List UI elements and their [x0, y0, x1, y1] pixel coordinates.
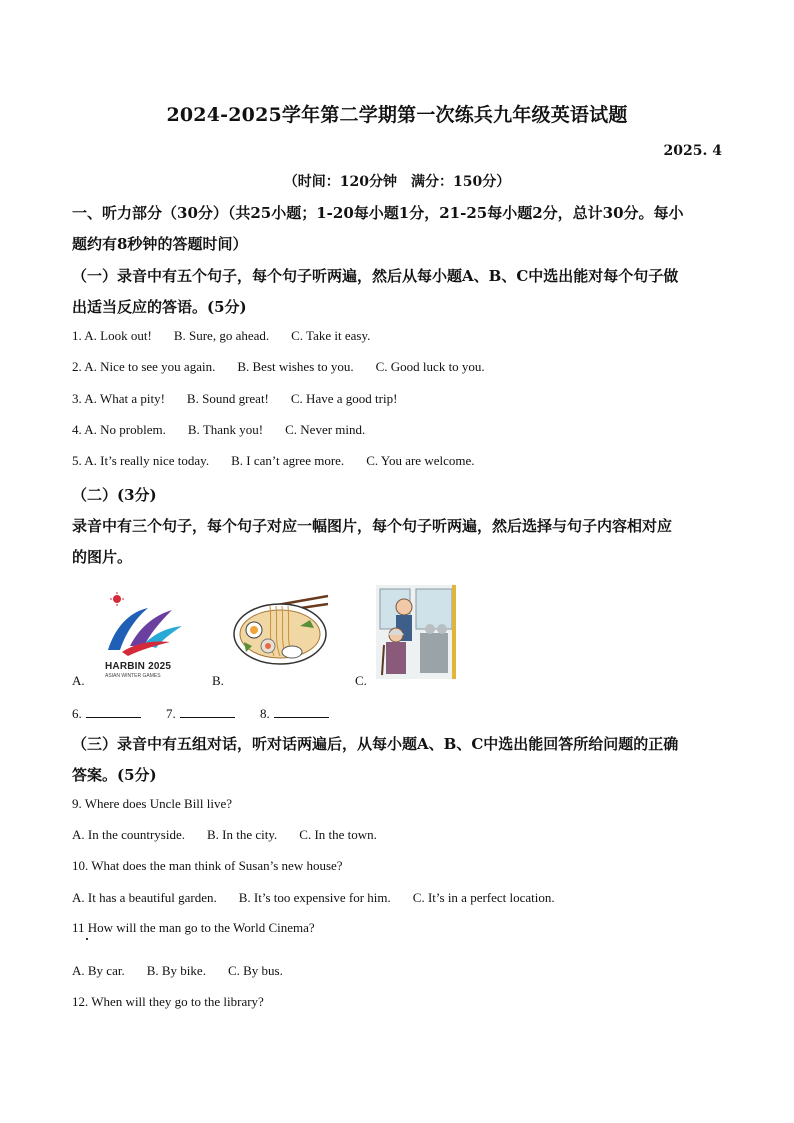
question-row: [72, 359, 722, 375]
option-c: C. In the town.: [299, 827, 377, 842]
blank-q6[interactable]: [86, 705, 141, 718]
document-date: 2025. 4: [663, 143, 722, 159]
option-c: C. By bus.: [227, 963, 283, 978]
sec2-instruction-line1: 录音中有三个句子，每个句子对应一幅图片，每个句子听两遍，然后选择与句子内容相对应: [72, 517, 673, 535]
option-b: B. In the city.: [207, 827, 278, 842]
logo-title: HARBIN 2025: [105, 661, 172, 672]
blank-q7-label: 7.: [166, 706, 176, 721]
bus-scene-icon: [376, 585, 456, 679]
sec1-instruction-line2: 出适当反应的答语。(5分): [72, 298, 247, 316]
stray-dot: [86, 938, 88, 940]
blank-q8-label: 8.: [260, 706, 270, 721]
option-c: C. Have a good trip!: [290, 391, 398, 406]
option-c: C. It’s in a perfect location.: [412, 890, 555, 905]
sec3-instruction-line1: （三）录音中有五组对话，听对话两遍后，从每小题A、B、C中选出能回答所给问题的正确: [72, 735, 679, 753]
question-9-options: [72, 827, 722, 843]
part1-heading-line1: 一、听力部分（30分）（共25小题；1-20每小题1分，21-25每小题2分，总计30分。每小: [72, 204, 684, 222]
sec3-instruction-line2: 答案。(5分): [72, 766, 157, 784]
question-11: 11 How will the man go to the World Cinema?: [72, 920, 315, 935]
question-12: 12. When will they go to the library?: [72, 994, 264, 1009]
option-a: 4. A. No problem.: [72, 422, 166, 437]
time-score-info: （时间：120分钟 满分：150分）: [283, 174, 511, 190]
answer-blanks-row: [72, 705, 722, 722]
option-b: B. By bike.: [146, 963, 206, 978]
question-row: [72, 391, 722, 407]
option-b: B. Best wishes to you.: [237, 359, 354, 374]
blank-q6-label: 6.: [72, 706, 82, 721]
noodle-bowl-icon: [230, 586, 330, 681]
option-b: B. Sure, go ahead.: [173, 328, 270, 343]
noodle-bowl-image: [230, 586, 330, 681]
option-a: A. It has a beautiful garden.: [72, 890, 217, 905]
blank-q7[interactable]: [180, 705, 235, 718]
question-row: [72, 453, 722, 469]
harbin-2025-logo-image: [100, 590, 190, 680]
option-c: C. Take it easy.: [291, 328, 371, 343]
picture-a-label: A.: [72, 673, 85, 688]
option-b: B. I can’t agree more.: [231, 453, 345, 468]
option-c: C. Good luck to you.: [375, 359, 485, 374]
picture-c-label: C.: [355, 673, 367, 688]
logo-subtitle: ASIAN WINTER GAMES: [105, 673, 161, 679]
option-a: 3. A. What a pity!: [72, 391, 165, 406]
option-a: 1. A. Look out!: [72, 328, 152, 343]
sec2-heading: （二）(3分): [72, 486, 157, 504]
option-a: A. By car.: [72, 963, 125, 978]
option-c: C. You are welcome.: [366, 453, 475, 468]
question-10-options: [72, 890, 722, 906]
option-a: A. In the countryside.: [72, 827, 186, 842]
document-title: 2024-2025学年第二学期第一次练兵九年级英语试题: [166, 104, 628, 126]
option-a: 5. A. It’s really nice today.: [72, 453, 210, 468]
sec1-instruction-line1: （一）录音中有五个句子，每个句子听两遍，然后从每小题A、B、C中选出能对每个句子做: [72, 267, 679, 285]
question-10: 10. What does the man think of Susan’s new house?: [72, 858, 343, 873]
option-b: B. It’s too expensive for him.: [238, 890, 391, 905]
blank-q8[interactable]: [274, 705, 329, 718]
picture-b-label: B.: [212, 673, 224, 688]
bus-elderly-image: [376, 585, 456, 679]
option-a: 2. A. Nice to see you again.: [72, 359, 216, 374]
question-row: [72, 328, 722, 344]
option-b: B. Thank you!: [187, 422, 264, 437]
sec2-instruction-line2: 的图片。: [72, 548, 133, 566]
question-row: [72, 422, 722, 438]
question-11-options: [72, 963, 722, 979]
question-9: 9. Where does Uncle Bill live?: [72, 796, 233, 811]
option-b: B. Sound great!: [186, 391, 269, 406]
part1-heading-line2: 题约有8秒钟的答题时间）: [72, 235, 248, 253]
option-c: C. Never mind.: [285, 422, 366, 437]
